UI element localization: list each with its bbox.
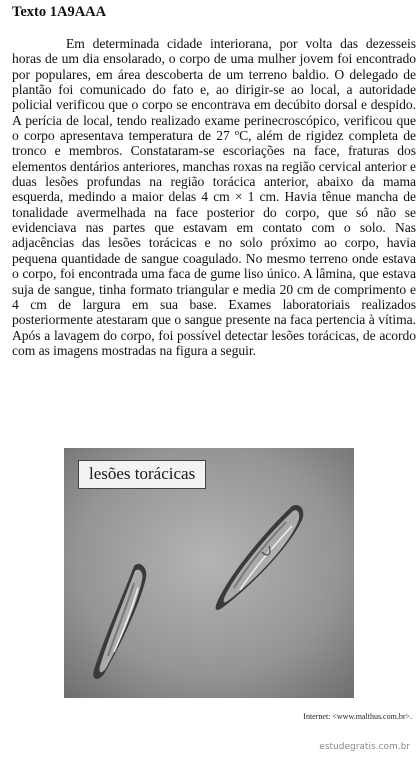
wound-photo bbox=[64, 448, 354, 698]
image-source: Internet: <www.malthus.com.br>. bbox=[303, 712, 412, 721]
text-title: Texto 1A9AAA bbox=[12, 4, 107, 20]
text-paragraph bbox=[12, 36, 416, 358]
paragraph-content: Em determinada cidade interiorana, por volta das dezesseis horas de um dia ensolarado, o corpo de uma mulher jovem foi encontrado por populares, em área descoberta de um terreno baldio. O delegado de plantão foi comunicado do fato e, ao dirigir-se ao local, a autoridade policial verificou que o corpo se encontrava em decúbito dorsal e despido. A perícia de local, tendo realizado exame perinecroscópico, verificou que o corpo apresentava temperatura de 27 ºC, além de rigidez completa de tronco e membros. Constataram-se escoriações na face, fraturas dos elementos dentários anteriores, manchas roxas na região cervical anterior e duas lesões profundas na região torácica anterior, abaixo da mama esquerda, medindo a maior delas 4 cm × 1 cm. Havia tênue mancha de tonalidade avermelhada na face posterior do corpo, que só não se evidenciava nas partes que estavam em contato com o solo. Nas adjacências das lesões torácicas e no solo próximo ao corpo, havia pequena quantidade de sangue coagulado. No mesmo terreno onde estava o corpo, foi encontrada uma faca de gume liso único. A lâmina, que estava suja de sangue, tinha formato triangular e media 20 cm de comprimento e 4 cm de largura em sua base. Exames laboratoriais realizados posteriormente atestaram que o sangue presente na faca pertencia à vítima. Após a lavagem do corpo, foi possível detectar lesões torácicas, de acordo com as imagens mostradas na figura a seguir. bbox=[12, 36, 416, 358]
figure-label: lesões torácicas bbox=[78, 460, 206, 489]
watermark: estudegratis.com.br bbox=[319, 742, 410, 752]
